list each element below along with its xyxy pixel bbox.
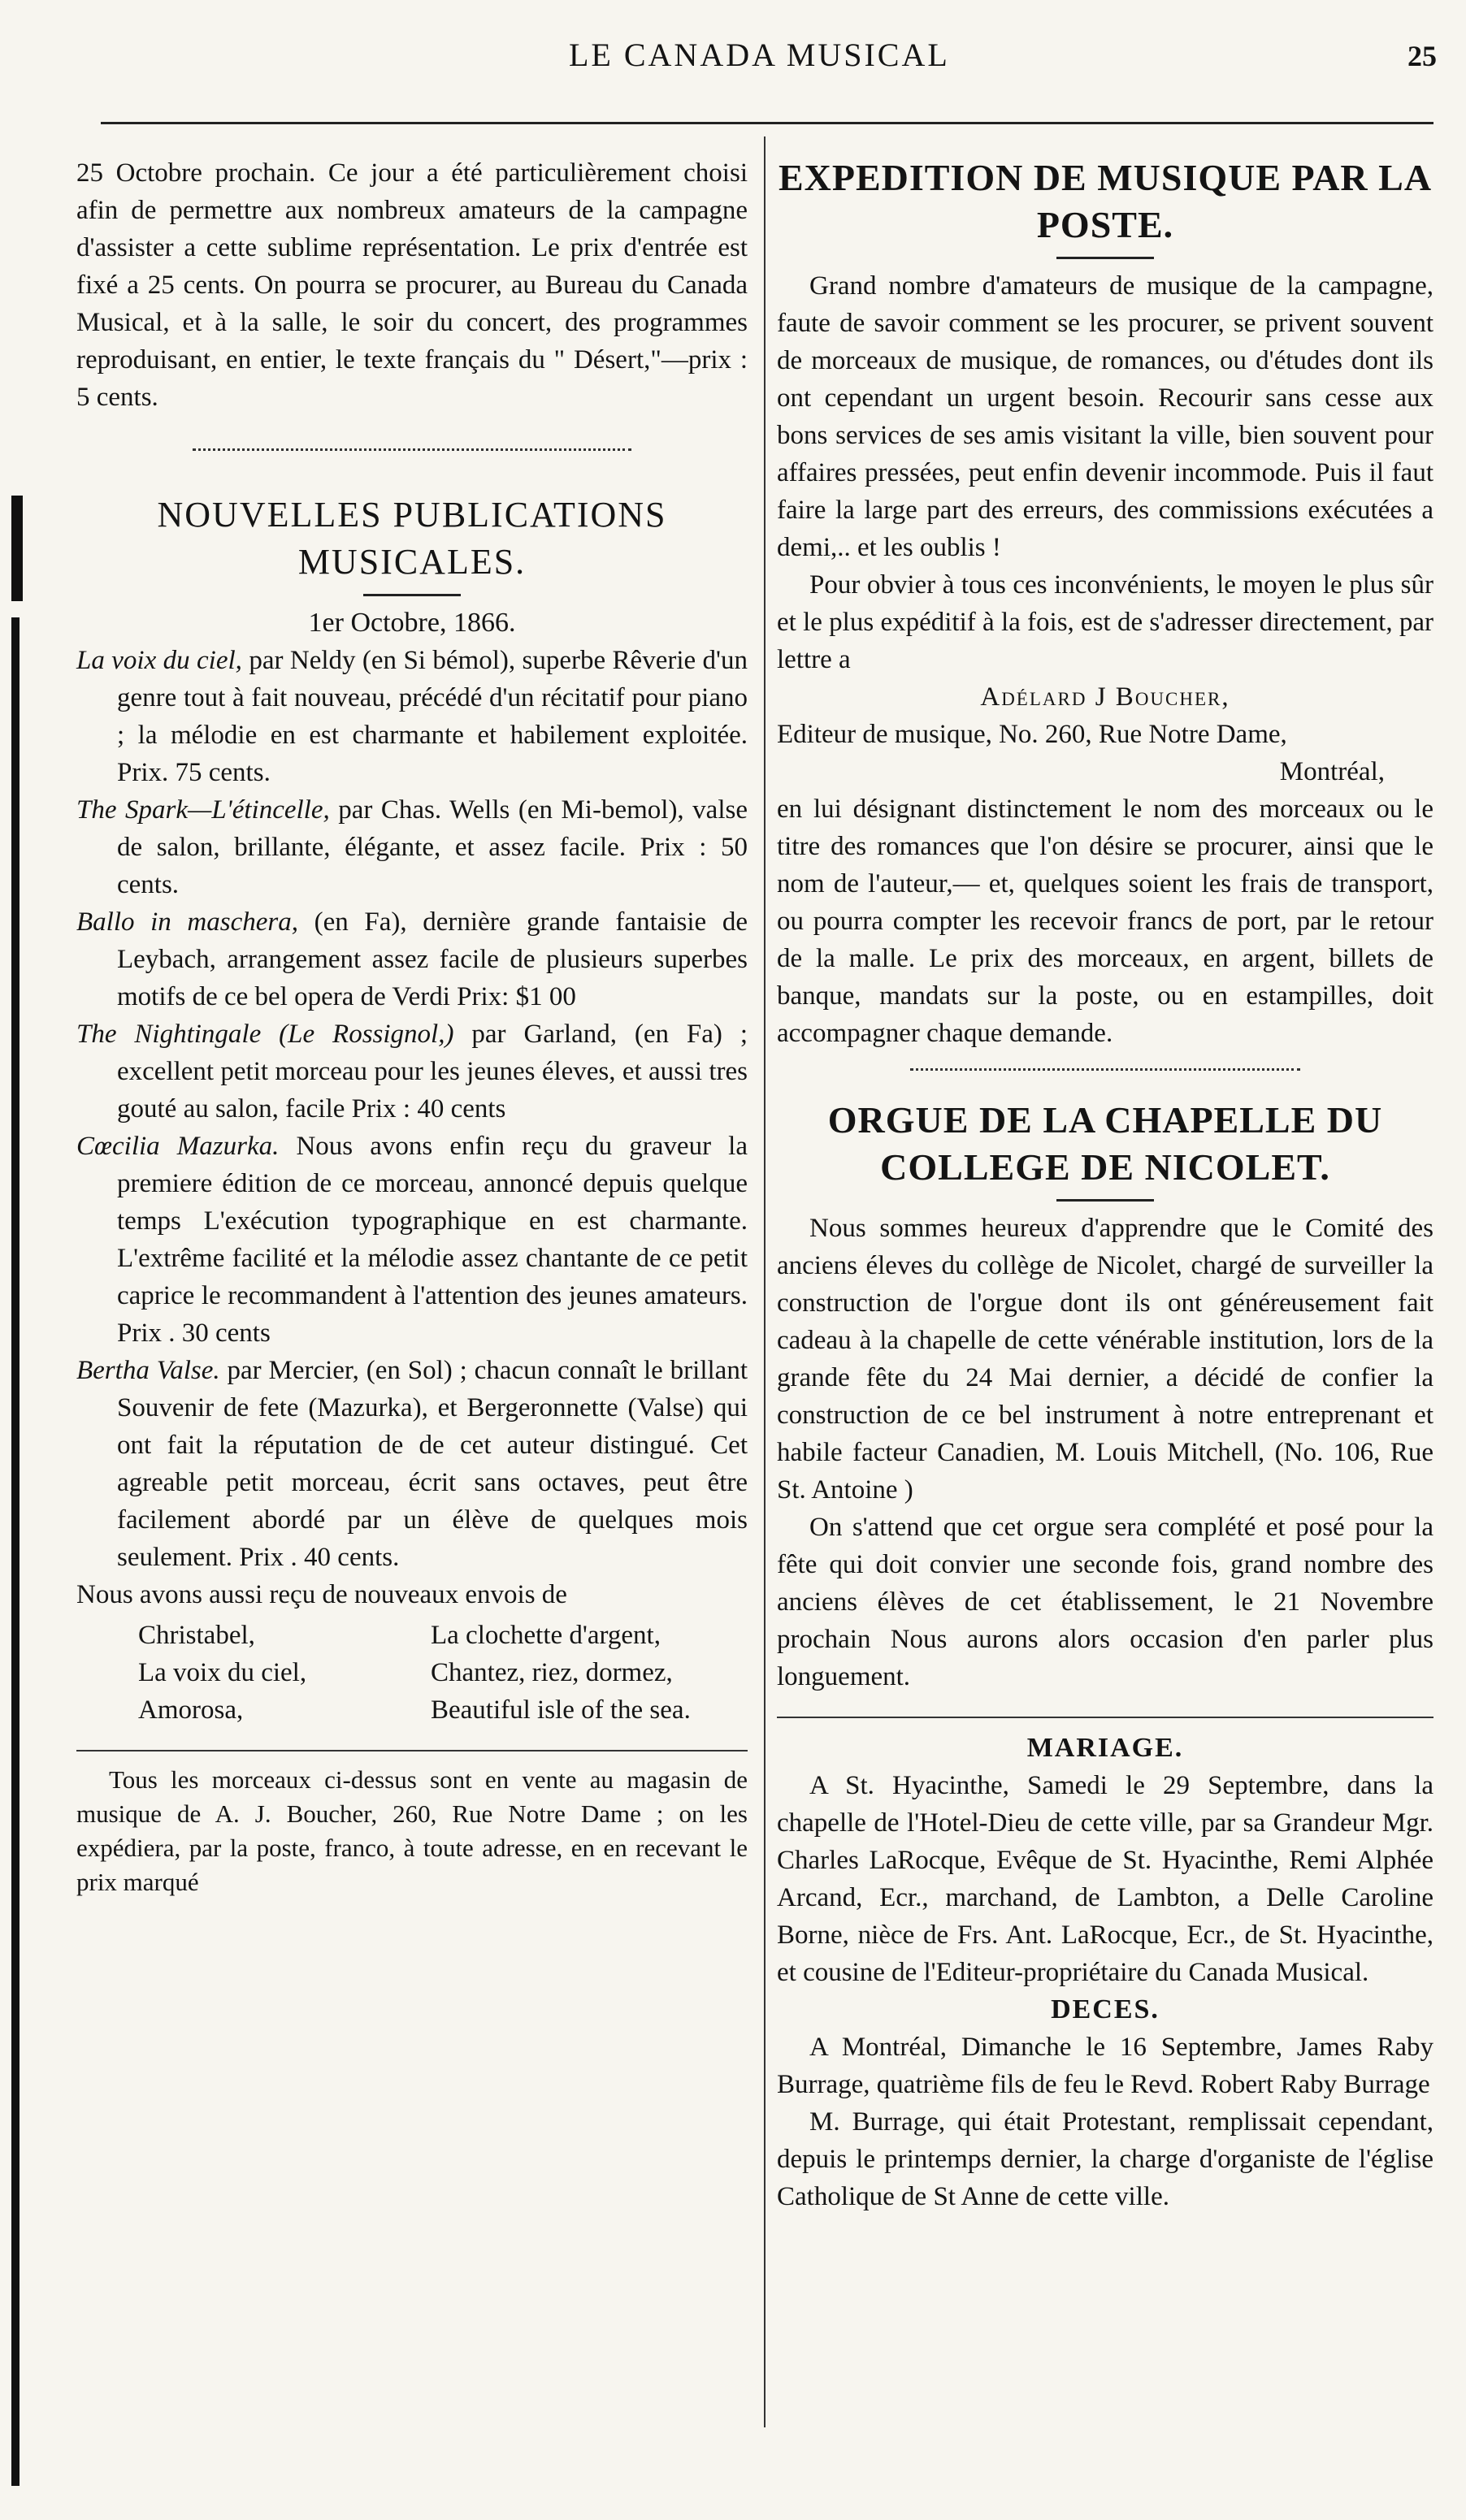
ornamental-rule bbox=[910, 1068, 1300, 1079]
column-divider bbox=[764, 136, 766, 2427]
deces-paragraph: A Montréal, Dimanche le 16 Septembre, James Raby Burrage, quatrième fils de feu le Revd. Robert Raby Burrage bbox=[777, 2033, 1433, 2099]
expedition-paragraph: Pour obvier à tous ces inconvénients, le moyen le plus sûr et le plus expéditif à la fois, est de s'adresser directement, par lettre a bbox=[777, 570, 1433, 674]
entry-body: par Mercier, (en Sol) ; chacun connaît le brillant Souvenir de fete (Mazurka), et Bergeronnette (Valse) qui ont fait la réputation de de cet auteur distingué. Cet agreable petit morceau, écrit sans octaves, peut être facilement abordé par un élève de quelques mois seulement. Prix . 40 cents. bbox=[117, 1356, 748, 1572]
margin-mark bbox=[11, 617, 20, 2486]
entry-title: Cœcilia Mazurka. bbox=[76, 1132, 280, 1161]
received-list bbox=[76, 1617, 748, 1729]
page-number: 25 bbox=[1407, 40, 1437, 72]
publication-entry bbox=[76, 1015, 748, 1128]
date-line: 1er Octobre, 1866. bbox=[308, 608, 516, 638]
expedition-heading: EXPEDITION DE MUSIQUE PAR LA POSTE. bbox=[778, 157, 1433, 245]
entry-body: par Neldy (en Si bémol), superbe Rêverie d'un genre tout à fait nouveau, précédé d'un récitatif pour piano ; la mélodie en est charmante et habilement exploitée. Prix. 75 cents. bbox=[117, 646, 748, 787]
entry-body: (en Fa), dernière grande fantaisie de Leybach, arrangement assez facile de plusieurs superbes motifs de ce bel opera de Verdi Prix: $1 00 bbox=[117, 907, 748, 1011]
running-title: LE CANADA MUSICAL bbox=[569, 37, 950, 73]
orgue-heading: ORGUE DE LA CHAPELLE DU COLLEGE DE NICOLET. bbox=[827, 1099, 1383, 1188]
entry-body: par Garland, (en Fa) ; excellent petit morceau pour les jeunes éleves, et aussi tres gouté au salon, facile Prix : 40 cents bbox=[117, 1020, 748, 1124]
margin-mark bbox=[11, 496, 23, 601]
received-item: Beautiful isle of the sea. bbox=[431, 1695, 691, 1725]
expedition-paragraph: Grand nombre d'amateurs de musique de la campagne, faute de savoir comment se les procurer, se privent souvent de morceaux de musique, de romances, ou d'études dont ils ont cependant un urgent besoin. Recourir sans cesse aux bons services de ses amis visitant la ville, bien souvent pour affaires pressées, peut enfin devenir incommode. Puis il faut faire la large part des erreurs, des commissions exécutées a demi,.. et les oublis ! bbox=[777, 271, 1433, 562]
mariage-paragraph: A St. Hyacinthe, Samedi le 29 Septembre, dans la chapelle de l'Hotel-Dieu de cette ville, par sa Grandeur Mgr. Charles LaRocque, Evêque de St. Hyacinthe, Remi Alphée Arcand, Ecr., marchand, de Lambton, a Delle Caroline Borne, nièce de Frs. Ant. LaRocque, Ecr., de St. Hyacinthe, et cousine de l'Editeur-propriétaire du Canada Musical. bbox=[777, 1771, 1433, 1987]
closing-note: Tous les morceaux ci-dessus sont en vente au magasin de musique de A. J. Boucher, 260, Rue Notre Dame ; on les expédiera, par la poste, franco, à toute adresse, en en recevant le prix marqué bbox=[76, 1765, 748, 1896]
entry-title: The Nightingale (Le Rossignol,) bbox=[76, 1020, 454, 1049]
heading-rule bbox=[1056, 1199, 1154, 1202]
publication-entry bbox=[76, 791, 748, 903]
received-item: Christabel, bbox=[138, 1621, 255, 1650]
publications-heading: NOUVELLES PUBLICATIONS MUSICALES. bbox=[157, 495, 667, 582]
ornamental-rule bbox=[193, 448, 631, 459]
publication-entry bbox=[76, 903, 748, 1015]
right-column bbox=[777, 154, 1433, 2215]
deces-heading: DECES. bbox=[1051, 1994, 1160, 2024]
entry-body: par Chas. Wells (en Mi-bemol), valse de salon, brillante, élégante, et assez facile. Prix : 50 cents. bbox=[117, 795, 748, 899]
publisher-address: Editeur de musique, No. 260, Rue Notre Dame, bbox=[777, 720, 1287, 749]
expedition-paragraph: en lui désignant distinctement le nom des morceaux ou le titre des romances que l'on désire se procurer, ainsi que le nom de l'auteur,— et, quelques soient les frais de transport, ou pourra compter les recevoir francs de port, par le retour de la malle. Le prix des morceaux, en argent, billets de banque, mandats sur la poste, ou en estampilles, doit accompagner chaque demande. bbox=[777, 795, 1433, 1048]
section-rule bbox=[76, 1750, 748, 1751]
entry-title: Ballo in maschera, bbox=[76, 907, 298, 937]
heading-rule bbox=[363, 594, 461, 596]
received-item: La voix du ciel, bbox=[138, 1658, 307, 1687]
publication-entry bbox=[76, 642, 748, 791]
received-item: Chantez, riez, dormez, bbox=[431, 1658, 673, 1687]
intro-paragraph: 25 Octobre prochain. Ce jour a été particulièrement choisi afin de permettre aux nombreux amateurs de la campagne d'assister a cette sublime représentation. Le prix d'entrée est fixé a 25 cents. On pourra se procurer, au Bureau du Canada Musical, et à la salle, le soir du concert, des programmes reproduisant, en entier, le texte français du " Désert,"—prix : 5 cents. bbox=[76, 158, 748, 412]
publisher-city: Montréal, bbox=[1279, 757, 1385, 786]
publisher-name: Adélard J Boucher, bbox=[980, 682, 1230, 712]
mariage-heading: MARIAGE. bbox=[1026, 1733, 1184, 1763]
left-column bbox=[76, 154, 748, 1899]
deces-paragraph: M. Burrage, qui était Protestant, remplissait cependant, depuis le printemps dernier, la charge d'organiste de l'église Catholique de St Anne de cette ville. bbox=[777, 2107, 1433, 2211]
received-item: La clochette d'argent, bbox=[431, 1621, 661, 1650]
header-rule bbox=[101, 122, 1433, 124]
orgue-paragraph: On s'attend que cet orgue sera complété et posé pour la fête qui doit convier une seconde fois, grand nombre des anciens élèves de cet établissement, le 21 Novembre prochain Nous aurons alors occasion d'en parler plus longuement. bbox=[777, 1513, 1433, 1691]
publication-entry bbox=[76, 1128, 748, 1352]
page-header bbox=[0, 36, 1466, 84]
entry-title: La voix du ciel, bbox=[76, 646, 242, 675]
received-intro: Nous avons aussi reçu de nouveaux envois de bbox=[76, 1580, 567, 1609]
entry-title: Bertha Valse. bbox=[76, 1356, 220, 1385]
received-item: Amorosa, bbox=[138, 1695, 244, 1725]
entry-title: The Spark—L'étincelle, bbox=[76, 795, 330, 825]
orgue-paragraph: Nous sommes heureux d'apprendre que le Comité des anciens éleves du collège de Nicolet, chargé de surveiller la construction de l'orgue dont ils ont généreusement fait cadeau à la chapelle de cette vénérable institution, lors de la grande fête du 24 Mai dernier, a décidé de confier la construction de ce bel instrument à notre entreprenant et habile facteur Canadien, M. Louis Mitchell, (No. 106, Rue St. Antoine ) bbox=[777, 1214, 1433, 1505]
heading-rule bbox=[1056, 257, 1154, 259]
publication-entry bbox=[76, 1352, 748, 1576]
publication-list bbox=[76, 642, 748, 1576]
section-rule bbox=[777, 1717, 1433, 1718]
entry-body: Nous avons enfin reçu du graveur la premiere édition de ce morceau, annoncé depuis quelque temps L'exécution typographique en est charmante. L'extrême facilité et la mélodie assez chantante de ce petit caprice le recommandent à l'attention des jeunes amateurs. Prix . 30 cents bbox=[117, 1132, 748, 1348]
